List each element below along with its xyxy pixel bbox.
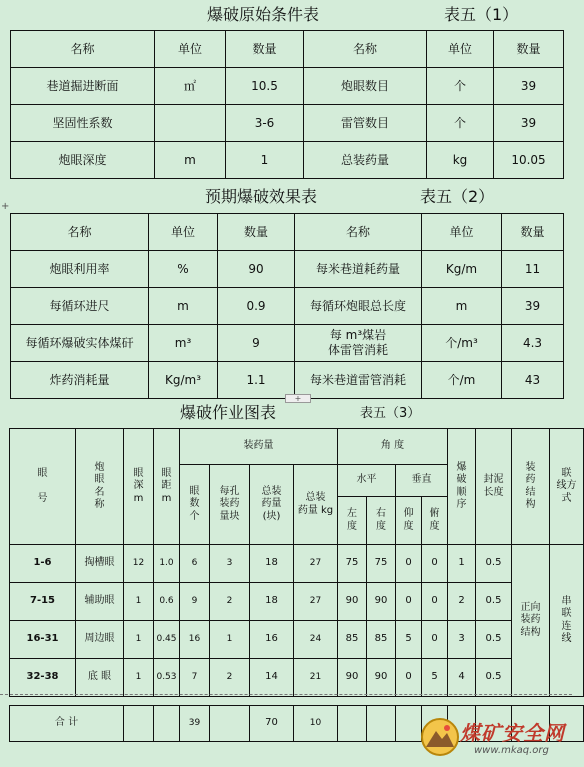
up-cell: 0 — [396, 545, 422, 583]
stemming-header: 封泥 长度 — [476, 429, 512, 545]
table1-header-cell: 名称 — [11, 31, 155, 68]
left-cell: 90 — [338, 583, 367, 621]
table2-header-row — [11, 214, 564, 251]
total-pieces-cell: 16 — [250, 621, 294, 659]
table2-cell: 0.9 — [218, 288, 295, 325]
right-cell: 85 — [367, 621, 396, 659]
spacing-cell: 0.6 — [154, 583, 180, 621]
table-row — [10, 659, 584, 697]
spacing-cell: 0.53 — [154, 659, 180, 697]
depth-header: 眼 深 m — [124, 429, 154, 545]
table1-row — [11, 105, 564, 142]
table2-cell: Kg/m — [422, 251, 502, 288]
right-header: 右 度 — [367, 497, 396, 545]
spacing-cell: 0.45 — [154, 621, 180, 659]
count-cell: 16 — [180, 621, 210, 659]
table1-cell: 10.5 — [226, 68, 304, 105]
count-cell: 9 — [180, 583, 210, 621]
up-cell: 0 — [396, 659, 422, 697]
table2-header-cell: 名称 — [295, 214, 422, 251]
table2-cell: 11 — [502, 251, 564, 288]
hole-no-cell: 16-31 — [10, 621, 76, 659]
down-cell: 5 — [422, 659, 448, 697]
table-row — [10, 545, 584, 583]
count-cell: 6 — [180, 545, 210, 583]
table2-cell: m — [422, 288, 502, 325]
table2-cell: 每循环进尺 — [11, 288, 149, 325]
depth-cell: 1 — [124, 583, 154, 621]
sequence-cell: 4 — [448, 659, 476, 697]
right-cell: 75 — [367, 545, 396, 583]
left-cell: 85 — [338, 621, 367, 659]
total-pieces: 70 — [250, 706, 294, 742]
table2-cell: 个/m³ — [422, 325, 502, 362]
per-hole-cell: 1 — [210, 621, 250, 659]
table2-row — [11, 325, 564, 362]
table2-cell: 1.1 — [218, 362, 295, 399]
table1-header-cell: 数量 — [226, 31, 304, 68]
per-hole-cell: 3 — [210, 545, 250, 583]
table1-cell: 雷管数目 — [304, 105, 427, 142]
table1-cell: 炮眼深度 — [11, 142, 155, 179]
per-hole-cell: 2 — [210, 659, 250, 697]
stemming-cell: 0.5 — [476, 621, 512, 659]
table1-header-cell: 名称 — [304, 31, 427, 68]
page-break-line — [0, 694, 572, 701]
depth-cell: 1 — [124, 621, 154, 659]
table1 — [10, 30, 564, 179]
table2-label: 表五（2） — [420, 187, 495, 206]
total-cell — [338, 706, 367, 742]
right-cell: 90 — [367, 659, 396, 697]
total-kg-header: 总装 药量 kg — [294, 465, 338, 545]
table2-cell: 43 — [502, 362, 564, 399]
table1-label: 表五（1） — [444, 5, 519, 24]
table2-header-cell: 数量 — [218, 214, 295, 251]
depth-cell: 1 — [124, 659, 154, 697]
angle-header: 角 度 — [338, 429, 448, 465]
table1-cell: kg — [427, 142, 494, 179]
table1-cell: 39 — [494, 68, 564, 105]
table2-cell: 4.3 — [502, 325, 564, 362]
hole-name-cell: 辅助眼 — [76, 583, 124, 621]
total-kg-cell: 27 — [294, 583, 338, 621]
table1-cell: 39 — [494, 105, 564, 142]
table1-title: 爆破原始条件表 — [207, 5, 320, 24]
total-pieces-header: 总装 药量 (块) — [250, 465, 294, 545]
table2-cell: 39 — [502, 288, 564, 325]
spacing-cell: 1.0 — [154, 545, 180, 583]
table2-cell: 炸药消耗量 — [11, 362, 149, 399]
table2-cell: m³ — [149, 325, 218, 362]
anchor-cross-icon: + — [1, 201, 10, 212]
table3-header-row — [10, 429, 584, 465]
mountain-logo-icon — [420, 717, 460, 757]
table2-cell: 9 — [218, 325, 295, 362]
watermark-url: www.mkaq.org — [474, 745, 549, 756]
table1-cell: 总装药量 — [304, 142, 427, 179]
connection-header: 联 线方 式 — [550, 429, 584, 545]
total-cell — [124, 706, 154, 742]
table2-header-cell: 单位 — [422, 214, 502, 251]
sequence-cell: 1 — [448, 545, 476, 583]
table2-header-cell: 数量 — [502, 214, 564, 251]
table1-cell: 1 — [226, 142, 304, 179]
table2-header-cell: 单位 — [149, 214, 218, 251]
hole-no-cell: 7-15 — [10, 583, 76, 621]
total-kg-cell: 21 — [294, 659, 338, 697]
table1-cell: 个 — [427, 105, 494, 142]
depth-cell: 12 — [124, 545, 154, 583]
watermark-name: 煤矿安全网 — [460, 721, 565, 745]
up-cell: 5 — [396, 621, 422, 659]
hole-name-cell: 掏槽眼 — [76, 545, 124, 583]
stemming-cell: 0.5 — [476, 545, 512, 583]
table2-row — [11, 362, 564, 399]
table2-cell: 每循环炮眼总长度 — [295, 288, 422, 325]
table1-cell: 10.05 — [494, 142, 564, 179]
total-kg-cell: 27 — [294, 545, 338, 583]
table2-cell: 90 — [218, 251, 295, 288]
table1-cell: 3-6 — [226, 105, 304, 142]
table2-title: 预期爆破效果表 — [205, 187, 318, 206]
per-hole-header: 每孔 装药 量块 — [210, 465, 250, 545]
table1-cell — [155, 105, 226, 142]
table2-cell: m — [149, 288, 218, 325]
total-pieces-cell: 18 — [250, 583, 294, 621]
total-label: 合 计 — [10, 706, 124, 742]
table1-cell: 坚固性系数 — [11, 105, 155, 142]
total-pieces-cell: 18 — [250, 545, 294, 583]
total-kg: 10 — [294, 706, 338, 742]
connection-cell: 串 联 连 线 — [550, 545, 584, 697]
down-cell: 0 — [422, 621, 448, 659]
down-header: 俯 度 — [422, 497, 448, 545]
total-cell — [367, 706, 396, 742]
table3-title: 爆破作业图表 — [180, 403, 277, 422]
table1-header-row — [11, 31, 564, 68]
hole-no-header: 眼 号 — [10, 429, 76, 545]
table3 — [9, 428, 584, 697]
table2-cell: % — [149, 251, 218, 288]
left-header: 左 度 — [338, 497, 367, 545]
count-cell: 7 — [180, 659, 210, 697]
left-cell: 90 — [338, 659, 367, 697]
sequence-header: 爆 破 顺 序 — [448, 429, 476, 545]
spacing-header: 眼 距 m — [154, 429, 180, 545]
table1-cell: m — [155, 142, 226, 179]
total-cell — [154, 706, 180, 742]
table2-cell: 每循环爆破实体煤矸 — [11, 325, 149, 362]
table2-cell: 每 m³煤岩 体雷管消耗 — [295, 325, 422, 362]
total-kg-cell: 24 — [294, 621, 338, 659]
table2-cell: 炮眼利用率 — [11, 251, 149, 288]
table1-cell: 个 — [427, 68, 494, 105]
table1-header-cell: 数量 — [494, 31, 564, 68]
down-cell: 0 — [422, 583, 448, 621]
table1-header-cell: 单位 — [155, 31, 226, 68]
table2-row — [11, 251, 564, 288]
table2-cell: 每米巷道雷管消耗 — [295, 362, 422, 399]
table2-cell: 每米巷道耗药量 — [295, 251, 422, 288]
structure-header: 装 药 结 构 — [512, 429, 550, 545]
hole-no-cell: 32-38 — [10, 659, 76, 697]
table1-row — [11, 68, 564, 105]
table2-cell: 个/m — [422, 362, 502, 399]
hole-name-cell: 周边眼 — [76, 621, 124, 659]
stemming-cell: 0.5 — [476, 583, 512, 621]
right-cell: 90 — [367, 583, 396, 621]
charge-header: 装药量 — [180, 429, 338, 465]
table2-cell: Kg/m³ — [149, 362, 218, 399]
sequence-cell: 3 — [448, 621, 476, 659]
table1-header-cell: 单位 — [427, 31, 494, 68]
horizontal-header: 水平 — [338, 465, 396, 497]
table1-row — [11, 142, 564, 179]
up-cell: 0 — [396, 583, 422, 621]
hole-no-cell: 1-6 — [10, 545, 76, 583]
table2-row — [11, 288, 564, 325]
per-hole-cell: 2 — [210, 583, 250, 621]
table2 — [10, 213, 564, 399]
table3-label: 表五（3） — [360, 406, 421, 421]
table1-cell: ㎡ — [155, 68, 226, 105]
total-count: 39 — [180, 706, 210, 742]
table1-cell: 巷道掘进断面 — [11, 68, 155, 105]
total-pieces-cell: 14 — [250, 659, 294, 697]
down-cell: 0 — [422, 545, 448, 583]
total-cell — [210, 706, 250, 742]
insert-marker-icon: + — [285, 394, 311, 403]
table-row — [10, 621, 584, 659]
table2-header-cell: 名称 — [11, 214, 149, 251]
table-row — [10, 583, 584, 621]
hole-name-header: 炮 眼 名 称 — [76, 429, 124, 545]
up-header: 仰 度 — [396, 497, 422, 545]
sequence-cell: 2 — [448, 583, 476, 621]
hole-name-cell: 底 眼 — [76, 659, 124, 697]
structure-cell: 正向 装药 结构 — [512, 545, 550, 697]
vertical-header: 垂直 — [396, 465, 448, 497]
count-header: 眼 数 个 — [180, 465, 210, 545]
stemming-cell: 0.5 — [476, 659, 512, 697]
site-watermark — [414, 713, 564, 763]
left-cell: 75 — [338, 545, 367, 583]
table1-cell: 炮眼数目 — [304, 68, 427, 105]
